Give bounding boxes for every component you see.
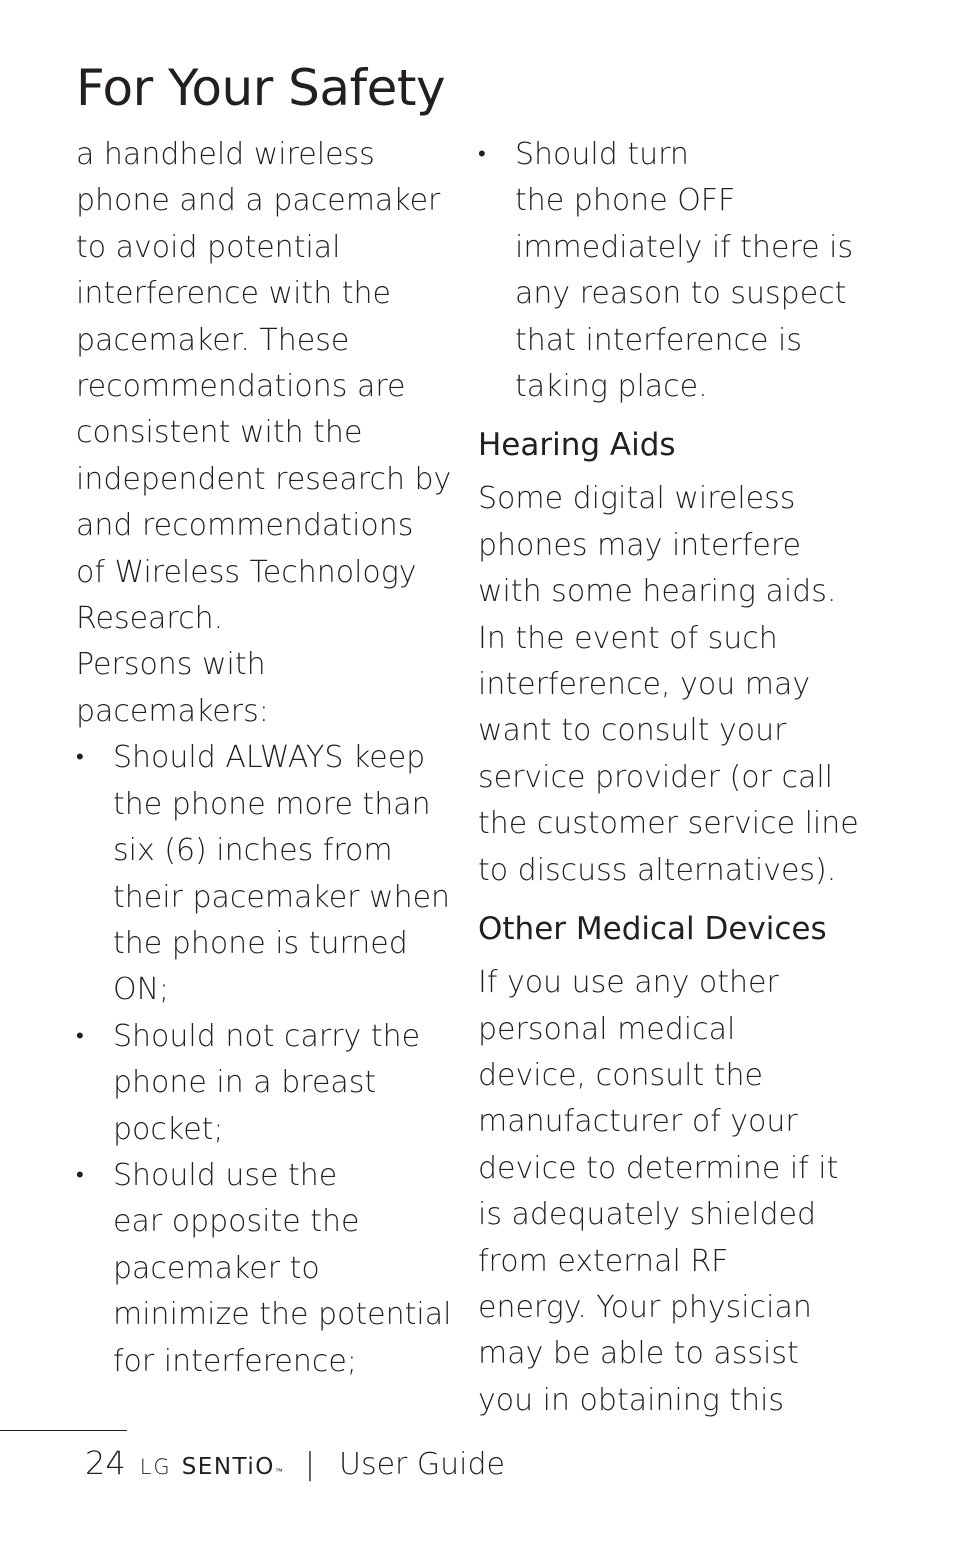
text-line: Research. xyxy=(76,601,224,637)
text-line: consistent with the xyxy=(76,415,363,451)
text-line: any reason to suspect xyxy=(515,276,847,312)
text-line: from external RF xyxy=(478,1243,729,1279)
hearing-aids-heading: Hearing Aids xyxy=(478,427,676,464)
bullet-icon: • xyxy=(76,745,84,771)
hearing-aids-paragraph xyxy=(478,476,863,894)
page-title: For Your Safety xyxy=(76,59,446,117)
text-line: to avoid potential xyxy=(76,229,341,265)
text-line: interference, you may xyxy=(478,667,811,703)
text-line: phones may interfere xyxy=(478,527,801,563)
right-column xyxy=(478,132,863,1424)
persons-with-pacemakers-label xyxy=(76,642,451,735)
text-line: that interference is xyxy=(515,322,802,358)
page-footer xyxy=(85,1444,505,1490)
pacemaker-intro-paragraph xyxy=(76,132,451,642)
text-line: pacemaker to xyxy=(113,1250,320,1286)
bullet-icon: • xyxy=(76,1023,84,1049)
other-medical-devices-paragraph xyxy=(478,960,863,1424)
pacemaker-guidelines-list xyxy=(76,735,451,1385)
text-line: you in obtaining this xyxy=(478,1382,785,1418)
text-line: ON; xyxy=(113,972,170,1008)
footer-separator: | xyxy=(304,1447,315,1482)
other-medical-devices-heading: Other Medical Devices xyxy=(478,911,827,948)
brand-logo: LG xyxy=(139,1455,172,1479)
text-line: want to consult your xyxy=(478,713,787,749)
text-line: the phone OFF xyxy=(515,183,736,219)
text-line: Some digital wireless xyxy=(478,481,796,517)
text-line: minimize the potential xyxy=(113,1297,452,1333)
text-line: Should not carry the xyxy=(113,1018,421,1054)
text-line: six (6) inches from xyxy=(113,833,393,869)
text-line: may be able to assist xyxy=(478,1336,799,1372)
text-line: phone in a breast xyxy=(113,1065,377,1101)
list-item xyxy=(76,735,451,1013)
text-line: Should use the xyxy=(113,1157,338,1193)
text-line: to discuss alternatives). xyxy=(478,852,837,888)
text-line: Should turn xyxy=(515,137,689,172)
page-number: 24 xyxy=(85,1444,126,1482)
text-line: personal medical xyxy=(478,1011,736,1047)
list-item xyxy=(76,1014,451,1153)
text-line: their pacemaker when xyxy=(113,879,451,915)
text-line: manufacturer of your xyxy=(478,1104,798,1140)
text-line: immediately if there is xyxy=(515,229,854,265)
text-line: recommendations are xyxy=(76,369,406,405)
text-line: interference with the xyxy=(76,276,391,312)
text-line: If you use any other xyxy=(478,965,779,1001)
text-line: for interference; xyxy=(113,1343,357,1379)
text-line: taking place. xyxy=(515,369,708,405)
text-line: In the event of such xyxy=(478,620,778,656)
text-line: a handheld wireless xyxy=(76,137,375,172)
pacemaker-guidelines-list-continued xyxy=(478,132,863,410)
text-line: the customer service line xyxy=(478,806,859,842)
text-line: independent research by xyxy=(76,461,452,497)
text-line: Should ALWAYS keep xyxy=(113,740,426,776)
text-line: the phone more than xyxy=(113,786,431,822)
text-line: pacemakers: xyxy=(76,693,269,729)
list-item xyxy=(478,132,863,410)
text-line: energy. Your physician xyxy=(478,1289,812,1325)
text-line: ear opposite the xyxy=(113,1204,360,1240)
left-column xyxy=(76,132,451,1385)
trademark-symbol: ™ xyxy=(274,1467,283,1476)
text-line: phone and a pacemaker xyxy=(76,183,441,219)
user-guide-label: User Guide xyxy=(339,1447,506,1482)
bullet-icon: • xyxy=(76,1162,84,1188)
text-line: the phone is turned xyxy=(113,925,408,961)
footer-divider xyxy=(0,1430,127,1431)
list-item xyxy=(76,1153,451,1385)
text-line: with some hearing aids. xyxy=(478,574,837,610)
text-line: pacemaker. These xyxy=(76,322,350,358)
text-line: Persons with xyxy=(76,647,266,683)
text-line: and recommendations xyxy=(76,508,414,544)
product-name: SENTiO xyxy=(181,1454,275,1480)
text-line: is adequately shielded xyxy=(478,1197,816,1233)
text-line: device, consult the xyxy=(478,1057,763,1093)
text-line: of Wireless Technology xyxy=(76,554,417,590)
text-line: pocket; xyxy=(113,1111,224,1147)
text-line: device to determine if it xyxy=(478,1150,839,1186)
text-line: service provider (or call xyxy=(478,759,834,795)
bullet-icon: • xyxy=(478,142,486,167)
